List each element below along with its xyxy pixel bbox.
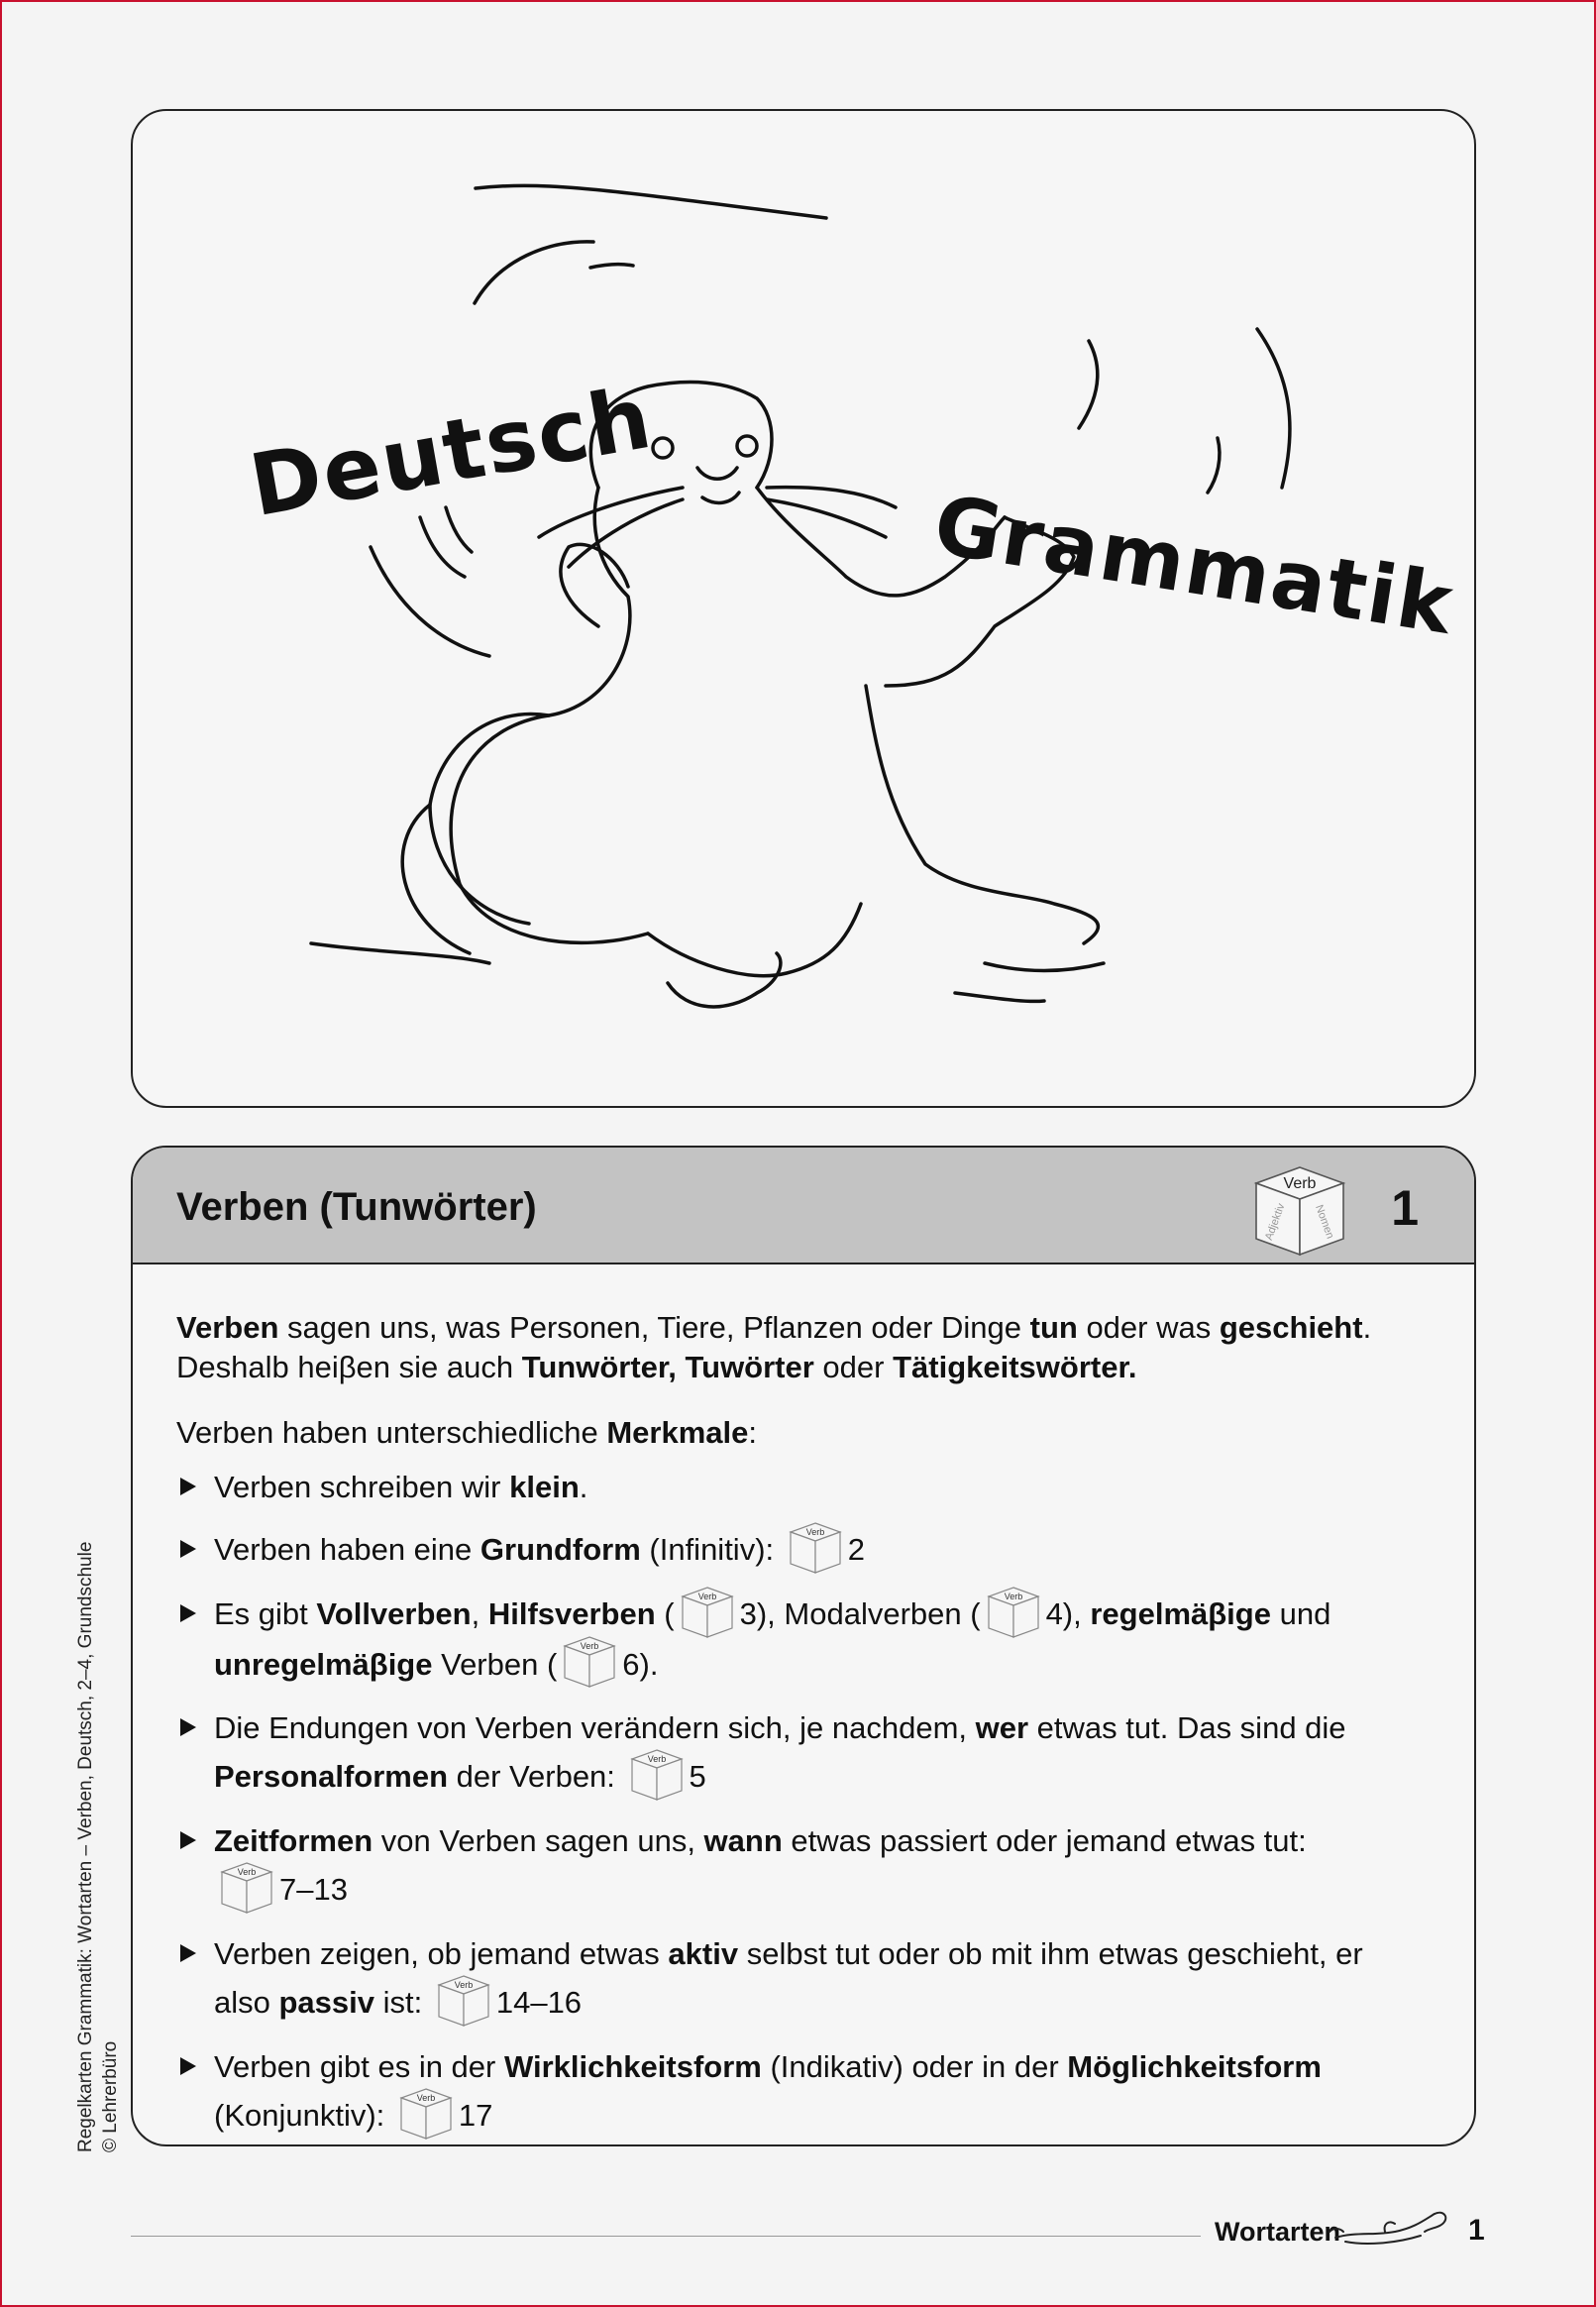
rule-card [131,1146,1476,2146]
otter-icon [1326,2202,1454,2252]
footer-label: Wortarten [1215,2217,1341,2247]
cube-right-label: Nomen [1313,1203,1336,1241]
triangle-bullet-icon [180,2057,196,2075]
cube-ref-label: Verb [454,1979,474,1990]
list-item: Die Endungen von Verben verändern sich, je nachdem, wer etwas tut. Das sind die Personalformen der Verben: Verb 5 [176,1703,1444,1803]
triangle-bullet-icon [180,1604,196,1622]
side-text-line-1: Regelkarten Grammatik: Wortarten – Verben, Deutsch, 2–4, Grundschule [75,1541,96,2152]
illustration-word-deutsch: Deutsch [243,368,660,537]
cube-ref-label: Verb [805,1526,825,1537]
cube-ref-label: Verb [647,1754,666,1765]
triangle-bullet-icon [180,1478,196,1495]
verb-cube-icon [397,2086,455,2142]
rule-card-body [176,1308,1444,2146]
triangle-bullet-icon [180,1718,196,1736]
merkmale-list [176,1463,1444,2142]
verb-cube-icon [1248,1161,1351,1261]
list-item: Verben zeigen, ob jemand etwas aktiv selbst tut oder ob mit ihm etwas geschieht, er also passiv ist: Verb 14–16 [176,1929,1444,2029]
cube-ref-label: Verb [416,2092,436,2103]
list-item: Verben haben eine Grundform (Infinitiv): Verb 2 [176,1525,1444,1576]
verb-cube-icon [628,1747,686,1803]
triangle-bullet-icon [180,1540,196,1558]
rule-card-header [133,1148,1474,1264]
merkmale-heading: Verben haben unterschiedliche Merkmale: [176,1415,757,1450]
footer-divider [131,2236,1201,2237]
cube-ref-label: Verb [581,1641,599,1652]
cube-left-label: Adjektiv [1262,1201,1288,1243]
triangle-bullet-icon [180,1831,196,1849]
cube-ref-label: Verb [1004,1591,1022,1601]
cube-ref-label: Verb [697,1591,716,1601]
verb-cube-icon [435,1973,492,2029]
side-text-line-2: © Lehrerbüro [100,2040,121,2152]
triangle-bullet-icon [180,1944,196,1962]
verb-cube-icon [218,1860,275,1916]
list-item: Verben gibt es in der Wirklichkeitsform (Indikativ) oder in der Möglichkeitsform (Konjunktiv): Verb 17 [176,2042,1444,2142]
intro-paragraph: Verben sagen uns, was Personen, Tiere, Pflanzen oder Dinge tun oder was geschieht. Deshalb heiβen sie auch Tunwörter, Tuwörter oder Tätigkeitswörter. [176,1310,1372,1384]
illustration-word-grammatik: Grammatik [927,478,1461,654]
side-copyright-text [73,1542,123,2152]
illustration-card [131,109,1476,1108]
verb-cube-icon [787,1520,844,1576]
rule-card-number: 1 [1391,1180,1419,1236]
verb-cube-icon [561,1634,618,1690]
rule-card-title: Verben (Tunwörter) [176,1185,537,1229]
cube-top-label: Verb [1283,1175,1317,1192]
verb-cube-icon [679,1585,736,1640]
cube-ref-label: Verb [237,1867,257,1878]
list-item: Zeitformen von Verben sagen uns, wann etwas passiert oder jemand etwas tut: Verb 7–13 [176,1816,1444,1916]
list-item: Es gibt Vollverben, Hilfsverben ( Verb 3), Modalverben ( Verb 4), regelmäβige und unregelmäβige Verben ( Verb 6). [176,1590,1444,1691]
list-item: Verben schreiben wir klein. [176,1463,1444,1511]
verb-cube-icon [985,1585,1042,1640]
footer-page-number: 1 [1468,2214,1485,2247]
